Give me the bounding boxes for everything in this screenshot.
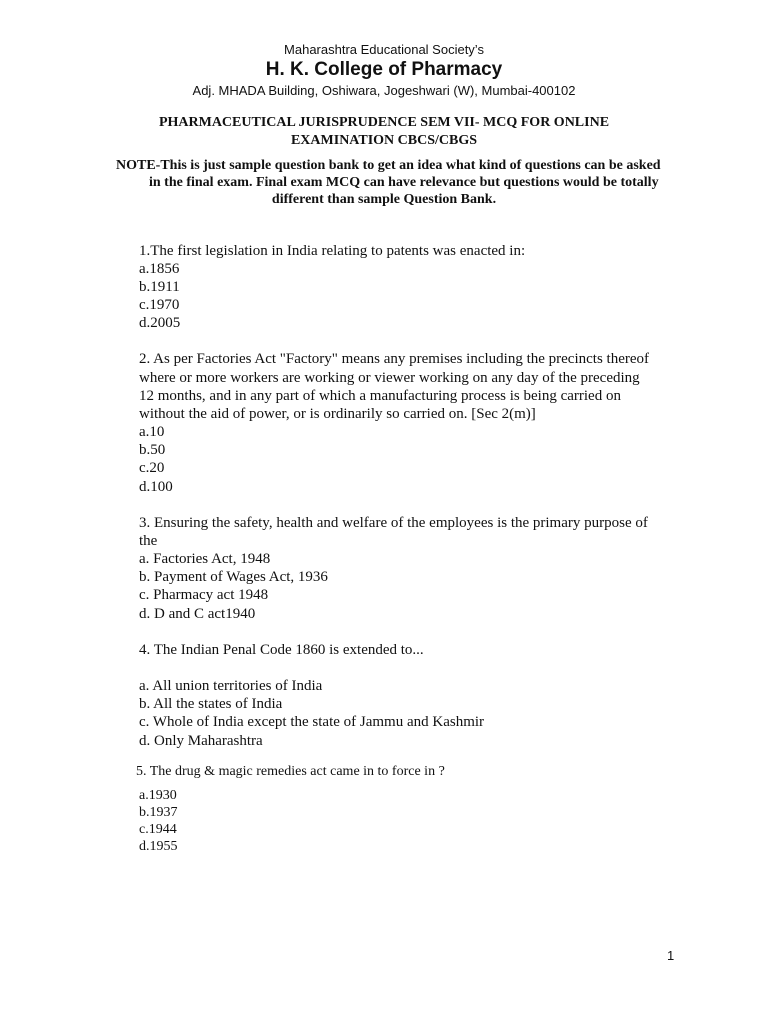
question-text: 1.The first legislation in India relating to patents was enacted in: [139,243,526,259]
question-text: 12 months, and in any part of which a manufacturing process is being carried on [139,388,621,404]
society-name: Maharashtra Educational Society’s [284,42,484,57]
option-b: b.1937 [139,805,178,820]
note-line-1: NOTE-This is just sample question bank to get an idea what kind of questions can be asked [116,158,661,173]
note-line-3: different than sample Question Bank. [271,192,497,207]
college-name: H. K. College of Pharmacy [265,59,503,80]
option-a: a. All union territories of India [139,678,323,694]
question-text: 5. The drug & magic remedies act came in to force in ? [136,764,445,779]
option-d: d.1955 [139,839,178,854]
question-text: 2. As per Factories Act "Factory" means any premises including the precincts thereof [139,351,650,367]
option-c: c. Whole of India except the state of Jammu and Kashmir [139,714,485,730]
document-title-line-2: EXAMINATION CBCS/CBGS [290,133,478,148]
option-a: a.10 [139,424,165,440]
option-a: a. Factories Act, 1948 [139,551,271,567]
note-line-2: in the final exam. Final exam MCQ can have relevance but questions would be totally [149,175,659,190]
question-text: without the aid of power, or is ordinarily so carried on. [Sec 2(m)] [139,406,536,422]
question-text: the [139,533,158,549]
option-d: d.2005 [139,315,181,331]
question-text: 4. The Indian Penal Code 1860 is extended to... [139,642,424,658]
option-c: c. Pharmacy act 1948 [139,587,269,603]
question-text: 3. Ensuring the safety, health and welfare of the employees is the primary purpose of [139,515,648,531]
option-d: d.100 [139,479,173,495]
option-c: c.1970 [139,297,180,313]
option-d: d. Only Maharashtra [139,733,263,749]
option-a: a.1856 [139,261,180,277]
option-b: b.50 [139,442,166,458]
option-b: b. Payment of Wages Act, 1936 [139,569,328,585]
option-c: c.1944 [139,822,177,837]
college-address: Adj. MHADA Building, Oshiwara, Jogeshwari (W), Mumbai-400102 [192,83,576,98]
option-b: b. All the states of India [139,696,283,712]
document-title-line-1: PHARMACEUTICAL JURISPRUDENCE SEM VII- MCQ FOR ONLINE [158,115,610,130]
page-number: 1 [667,948,675,963]
option-c: c.20 [139,460,165,476]
question-text: where or more workers are working or viewer working on any day of the preceding [139,370,640,386]
option-d: d. D and C act1940 [139,606,256,622]
option-a: a.1930 [139,788,177,803]
option-b: b.1911 [139,279,180,295]
